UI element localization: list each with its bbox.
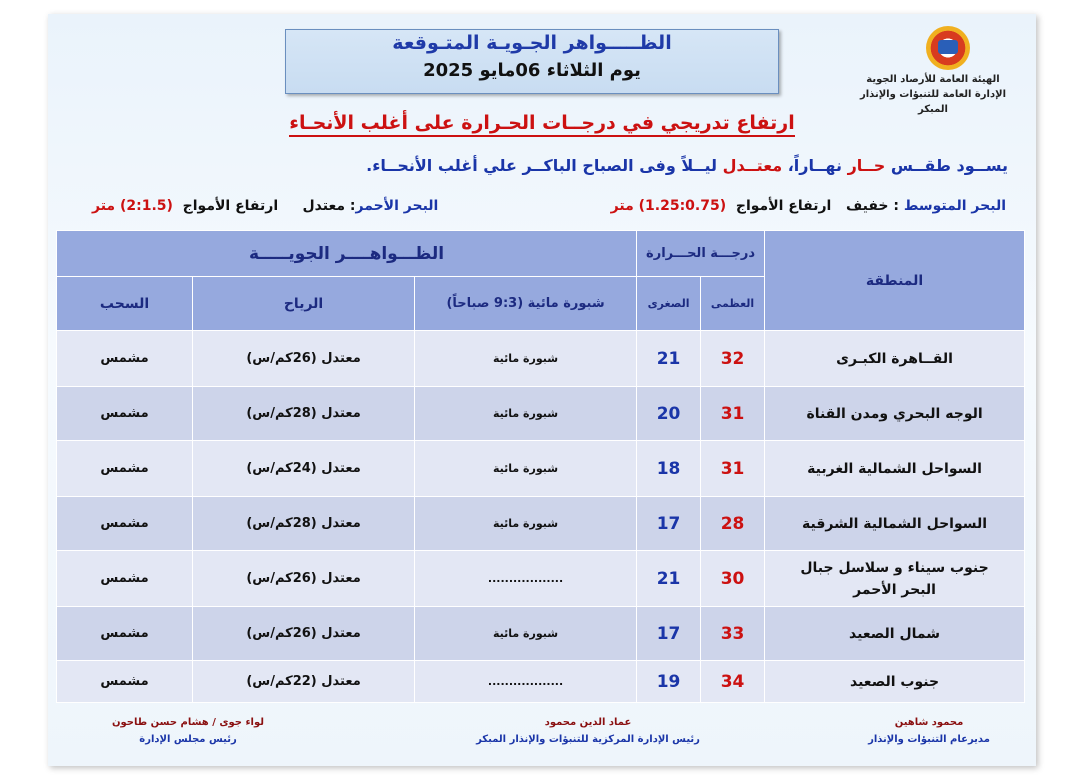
ema-logo-icon [926, 26, 970, 70]
clouds-cell: مشمس [57, 551, 193, 607]
min-temp-cell: 17 [637, 607, 701, 661]
wind-cell: معتدل (22كم/س) [193, 661, 415, 703]
header-region: المنطقة [765, 231, 1025, 331]
header-min: الصغرى [637, 277, 701, 331]
min-temp-cell: 19 [637, 661, 701, 703]
max-temp-cell: 28 [701, 497, 765, 551]
clouds-cell: مشمس [57, 497, 193, 551]
region-cell: جنوب الصعيد [765, 661, 1025, 703]
signature-central-admin [438, 714, 738, 748]
signature-forecast-director [844, 714, 1014, 748]
region-cell: السواحل الشمالية الشرقية [765, 497, 1025, 551]
clouds-cell: مشمس [57, 331, 193, 387]
wind-cell: معتدل (24كم/س) [193, 441, 415, 497]
table-row [57, 331, 1025, 387]
table-row [57, 551, 1025, 607]
red-sea-state [92, 198, 438, 214]
header-wind: الرياح [193, 277, 415, 331]
general-hot: حــار [847, 156, 886, 175]
med-waves-value: (1.25:0.75) متر [610, 198, 727, 214]
header-max: العظمى [701, 277, 765, 331]
med-sea-state: : خفيف [845, 198, 904, 214]
red-waves-value: (2:1.5) متر [92, 198, 173, 214]
clouds-cell: مشمس [57, 387, 193, 441]
authority-line1: الهيئة العامة للأرصاد الجوية [866, 74, 1000, 85]
fog-cell: شبورة مائية [415, 607, 637, 661]
header-phenomena: الظـــواهــــر الجويـــــة [57, 231, 637, 277]
general-weather [366, 156, 1008, 175]
wind-cell: معتدل (26كم/س) [193, 551, 415, 607]
signature-title: رئيس مجلس الإدارة [139, 734, 237, 745]
clouds-cell: مشمس [57, 661, 193, 703]
fog-cell: شبورة مائية [415, 441, 637, 497]
max-temp-cell: 34 [701, 661, 765, 703]
fog-cell: شبورة مائية [415, 497, 637, 551]
mediterranean-sea-state [611, 198, 1006, 214]
fog-cell: .................. [415, 661, 637, 703]
headline-text: ارتفاع تدريجي في درجــات الحـرارة على أغلب الأنحـاء [289, 112, 795, 137]
region-cell: الوجه البحري ومدن القناة [765, 387, 1025, 441]
region-cell: القــاهرة الكبـرى [765, 331, 1025, 387]
wind-cell: معتدل (28كم/س) [193, 497, 415, 551]
signature-name: عماد الدين محمود [544, 717, 632, 728]
table-row [57, 441, 1025, 497]
fog-cell: شبورة مائية [415, 387, 637, 441]
signature-title: مديرعام التنبؤات والإنذار [868, 734, 990, 745]
min-temp-cell: 20 [637, 387, 701, 441]
page-title: الظـــــواهر الجـويـة المتـوقعة [392, 32, 672, 54]
forecast-date: يوم الثلاثاء 06مايو 2025 [423, 60, 641, 81]
general-part1: يســود طقــس [885, 156, 1008, 175]
signature-title: رئيس الإدارة المركزية للتنبؤات والإنذار المبكر [476, 734, 700, 745]
headline [48, 112, 1036, 134]
table-row [57, 607, 1025, 661]
header-temperature: درجـــة الحـــرارة [637, 231, 765, 277]
header-fog: شبورة مائية (9:3 صباحاً) [415, 277, 637, 331]
table-row [57, 661, 1025, 703]
table-row [57, 497, 1025, 551]
header-clouds: السحب [57, 277, 193, 331]
forecast-table [56, 230, 1025, 703]
general-part2: نهــاراً، [782, 156, 848, 175]
authority-name [848, 72, 1018, 117]
region-cell: السواحل الشمالية الغربية [765, 441, 1025, 497]
signature-name: محمود شاهين [894, 717, 964, 728]
min-temp-cell: 21 [637, 331, 701, 387]
max-temp-cell: 33 [701, 607, 765, 661]
general-mild: معتــدل [722, 156, 783, 175]
max-temp-cell: 31 [701, 441, 765, 497]
max-temp-cell: 31 [701, 387, 765, 441]
wind-cell: معتدل (26كم/س) [193, 331, 415, 387]
med-waves-label: ارتفاع الأمواج [735, 198, 832, 214]
min-temp-cell: 17 [637, 497, 701, 551]
red-waves-label: ارتفاع الأمواج [182, 198, 279, 214]
fog-cell: .................. [415, 551, 637, 607]
med-sea-name: البحر المتوسط [903, 198, 1006, 214]
max-temp-cell: 30 [701, 551, 765, 607]
red-sea-name: البحر الأحمر [355, 198, 439, 214]
min-temp-cell: 21 [637, 551, 701, 607]
authority-line2: الإدارة العامة للتنبؤات والإنذار المبكر [859, 89, 1006, 115]
region-cell: شمال الصعيد [765, 607, 1025, 661]
clouds-cell: مشمس [57, 607, 193, 661]
signature-name: لواء جوى / هشام حسن طاحون [111, 717, 265, 728]
region-cell: جنوب سيناء و سلاسل جبال البحر الأحمر [765, 551, 1025, 607]
wind-cell: معتدل (28كم/س) [193, 387, 415, 441]
red-sea-state-value: : معتدل [302, 198, 356, 214]
wind-cell: معتدل (26كم/س) [193, 607, 415, 661]
title-box [285, 29, 779, 94]
table-row [57, 387, 1025, 441]
signature-chairman [88, 714, 288, 748]
fog-cell: شبورة مائية [415, 331, 637, 387]
clouds-cell: مشمس [57, 441, 193, 497]
max-temp-cell: 32 [701, 331, 765, 387]
min-temp-cell: 18 [637, 441, 701, 497]
forecast-document [48, 14, 1036, 766]
general-part3: ليــلاً وفى الصباح الباكــر علي أغلب الأنحــاء. [366, 156, 723, 175]
